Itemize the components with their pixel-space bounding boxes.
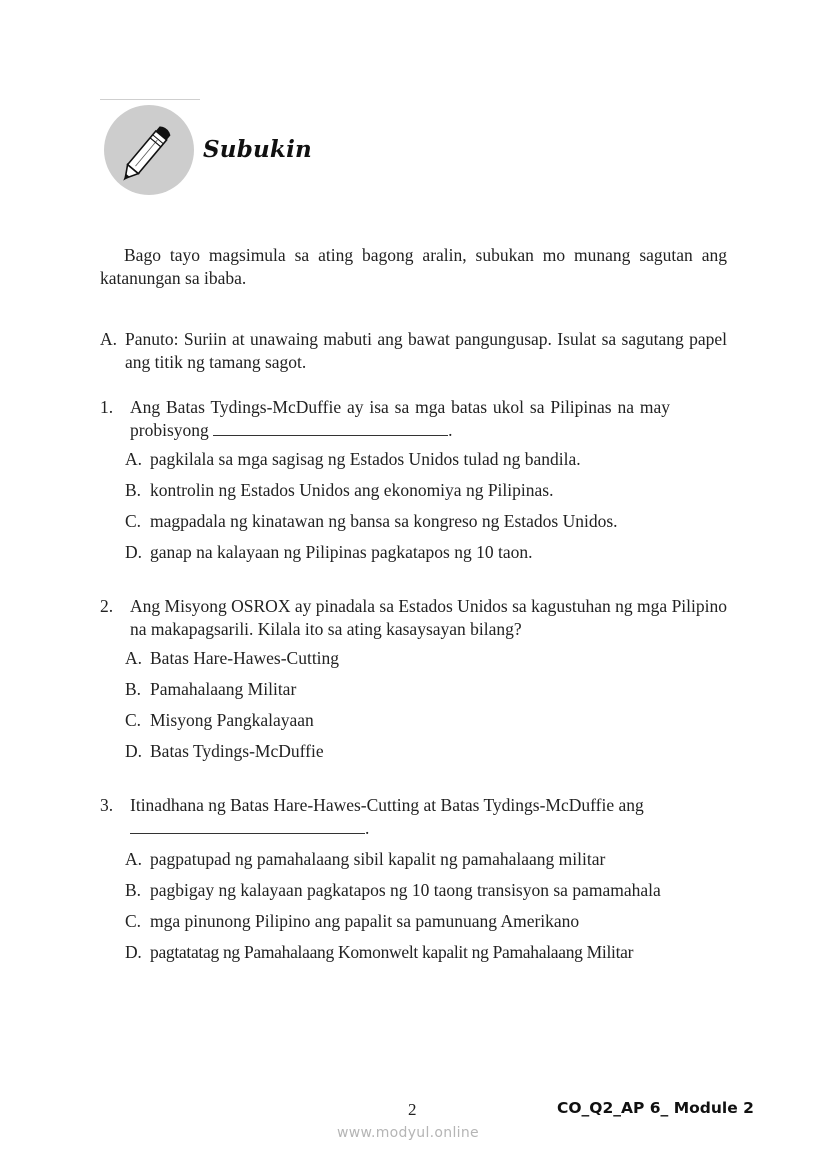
option-d	[125, 541, 727, 564]
option-b	[125, 678, 727, 701]
option-c	[125, 709, 727, 732]
question-number: 3.	[100, 795, 114, 815]
option-d	[125, 941, 727, 964]
question-stem	[130, 794, 727, 840]
option-text: pagtatatag ng Pamahalaang Komonwelt kapalit ng Pamahalaang Militar	[150, 942, 634, 962]
option-text: kontrolin ng Estados Unidos ang ekonomiya ng Pilipinas.	[150, 480, 554, 500]
option-letter: D.	[125, 942, 142, 962]
option-a	[125, 848, 727, 871]
option-text: magpadala ng kinatawan ng bansa sa kongreso ng Estados Unidos.	[150, 511, 618, 531]
question-1	[100, 396, 727, 564]
watermark: www.modyul.online	[337, 1125, 479, 1141]
instructions-text: Panuto: Suriin at unawaing mabuti ang bawat pangungusap. Isulat sa sagutang papel ang titik ng tamang sagot.	[125, 329, 727, 372]
question-stem	[130, 595, 727, 641]
module-code: CO_Q2_AP 6_ Module 2	[557, 1099, 754, 1117]
option-text: ganap na kalayaan ng Pilipinas pagkatapos ng 10 taon.	[150, 542, 533, 562]
option-letter: D.	[125, 741, 143, 761]
question-2	[100, 595, 727, 763]
option-c	[125, 510, 727, 533]
option-b	[125, 879, 727, 902]
option-letter: A.	[125, 849, 143, 869]
question-number: 2.	[100, 596, 114, 616]
option-d	[125, 740, 727, 763]
option-letter: D.	[125, 542, 143, 562]
option-a	[125, 448, 727, 471]
option-c	[125, 910, 727, 933]
option-text: Batas Tydings-McDuffie	[150, 741, 324, 761]
intro-paragraph: Bago tayo magsimula sa ating bagong aralin, subukan mo munang sagutan ang katanungan sa ibaba.	[100, 245, 727, 288]
stem-text: Itinadhana ng Batas Hare-Hawes-Cutting at Batas Tydings-McDuffie ang	[130, 795, 644, 815]
option-letter: C.	[125, 511, 142, 531]
option-letter: C.	[125, 710, 142, 730]
option-letter: C.	[125, 911, 142, 931]
instructions-label: A.	[100, 329, 118, 349]
option-letter: A.	[125, 449, 143, 469]
stem-text: Ang Batas Tydings-McDuffie ay isa sa mga batas ukol sa Pilipinas na may probisyong	[130, 397, 670, 440]
question-stem	[130, 396, 670, 442]
option-text: pagkilala sa mga sagisag ng Estados Unidos tulad ng bandila.	[150, 449, 581, 469]
page-number: 2	[408, 1100, 417, 1119]
answer-blank	[130, 819, 365, 834]
option-text: pagbigay ng kalayaan pagkatapos ng 10 taong transisyon sa pamamahala	[150, 880, 661, 900]
section-title: Subukin	[203, 136, 312, 163]
option-letter: A.	[125, 648, 143, 668]
option-letter: B.	[125, 679, 142, 699]
option-a	[125, 647, 727, 670]
answer-blank	[213, 421, 448, 436]
question-3	[100, 794, 727, 964]
option-text: pagpatupad ng pamahalaang sibil kapalit ng pamahalaang militar	[150, 849, 606, 869]
pencil-icon	[104, 105, 194, 195]
option-b	[125, 479, 727, 502]
option-letter: B.	[125, 480, 142, 500]
option-text: Pamahalaang Militar	[150, 679, 297, 699]
header-divider	[100, 99, 200, 100]
stem-text: Ang Misyong OSROX ay pinadala sa Estados Unidos sa kagustuhan ng mga Pilipino na makapagsarili. Kilala ito sa ating kasaysayan bilang?	[130, 596, 727, 639]
instructions	[100, 328, 727, 374]
option-text: Batas Hare-Hawes-Cutting	[150, 648, 340, 668]
question-number: 1.	[100, 397, 114, 417]
stem-end: .	[365, 818, 370, 838]
option-letter: B.	[125, 880, 142, 900]
option-text: mga pinunong Pilipino ang papalit sa pamunuang Amerikano	[150, 911, 580, 931]
option-text: Misyong Pangkalayaan	[150, 710, 314, 730]
stem-end: .	[448, 420, 453, 440]
